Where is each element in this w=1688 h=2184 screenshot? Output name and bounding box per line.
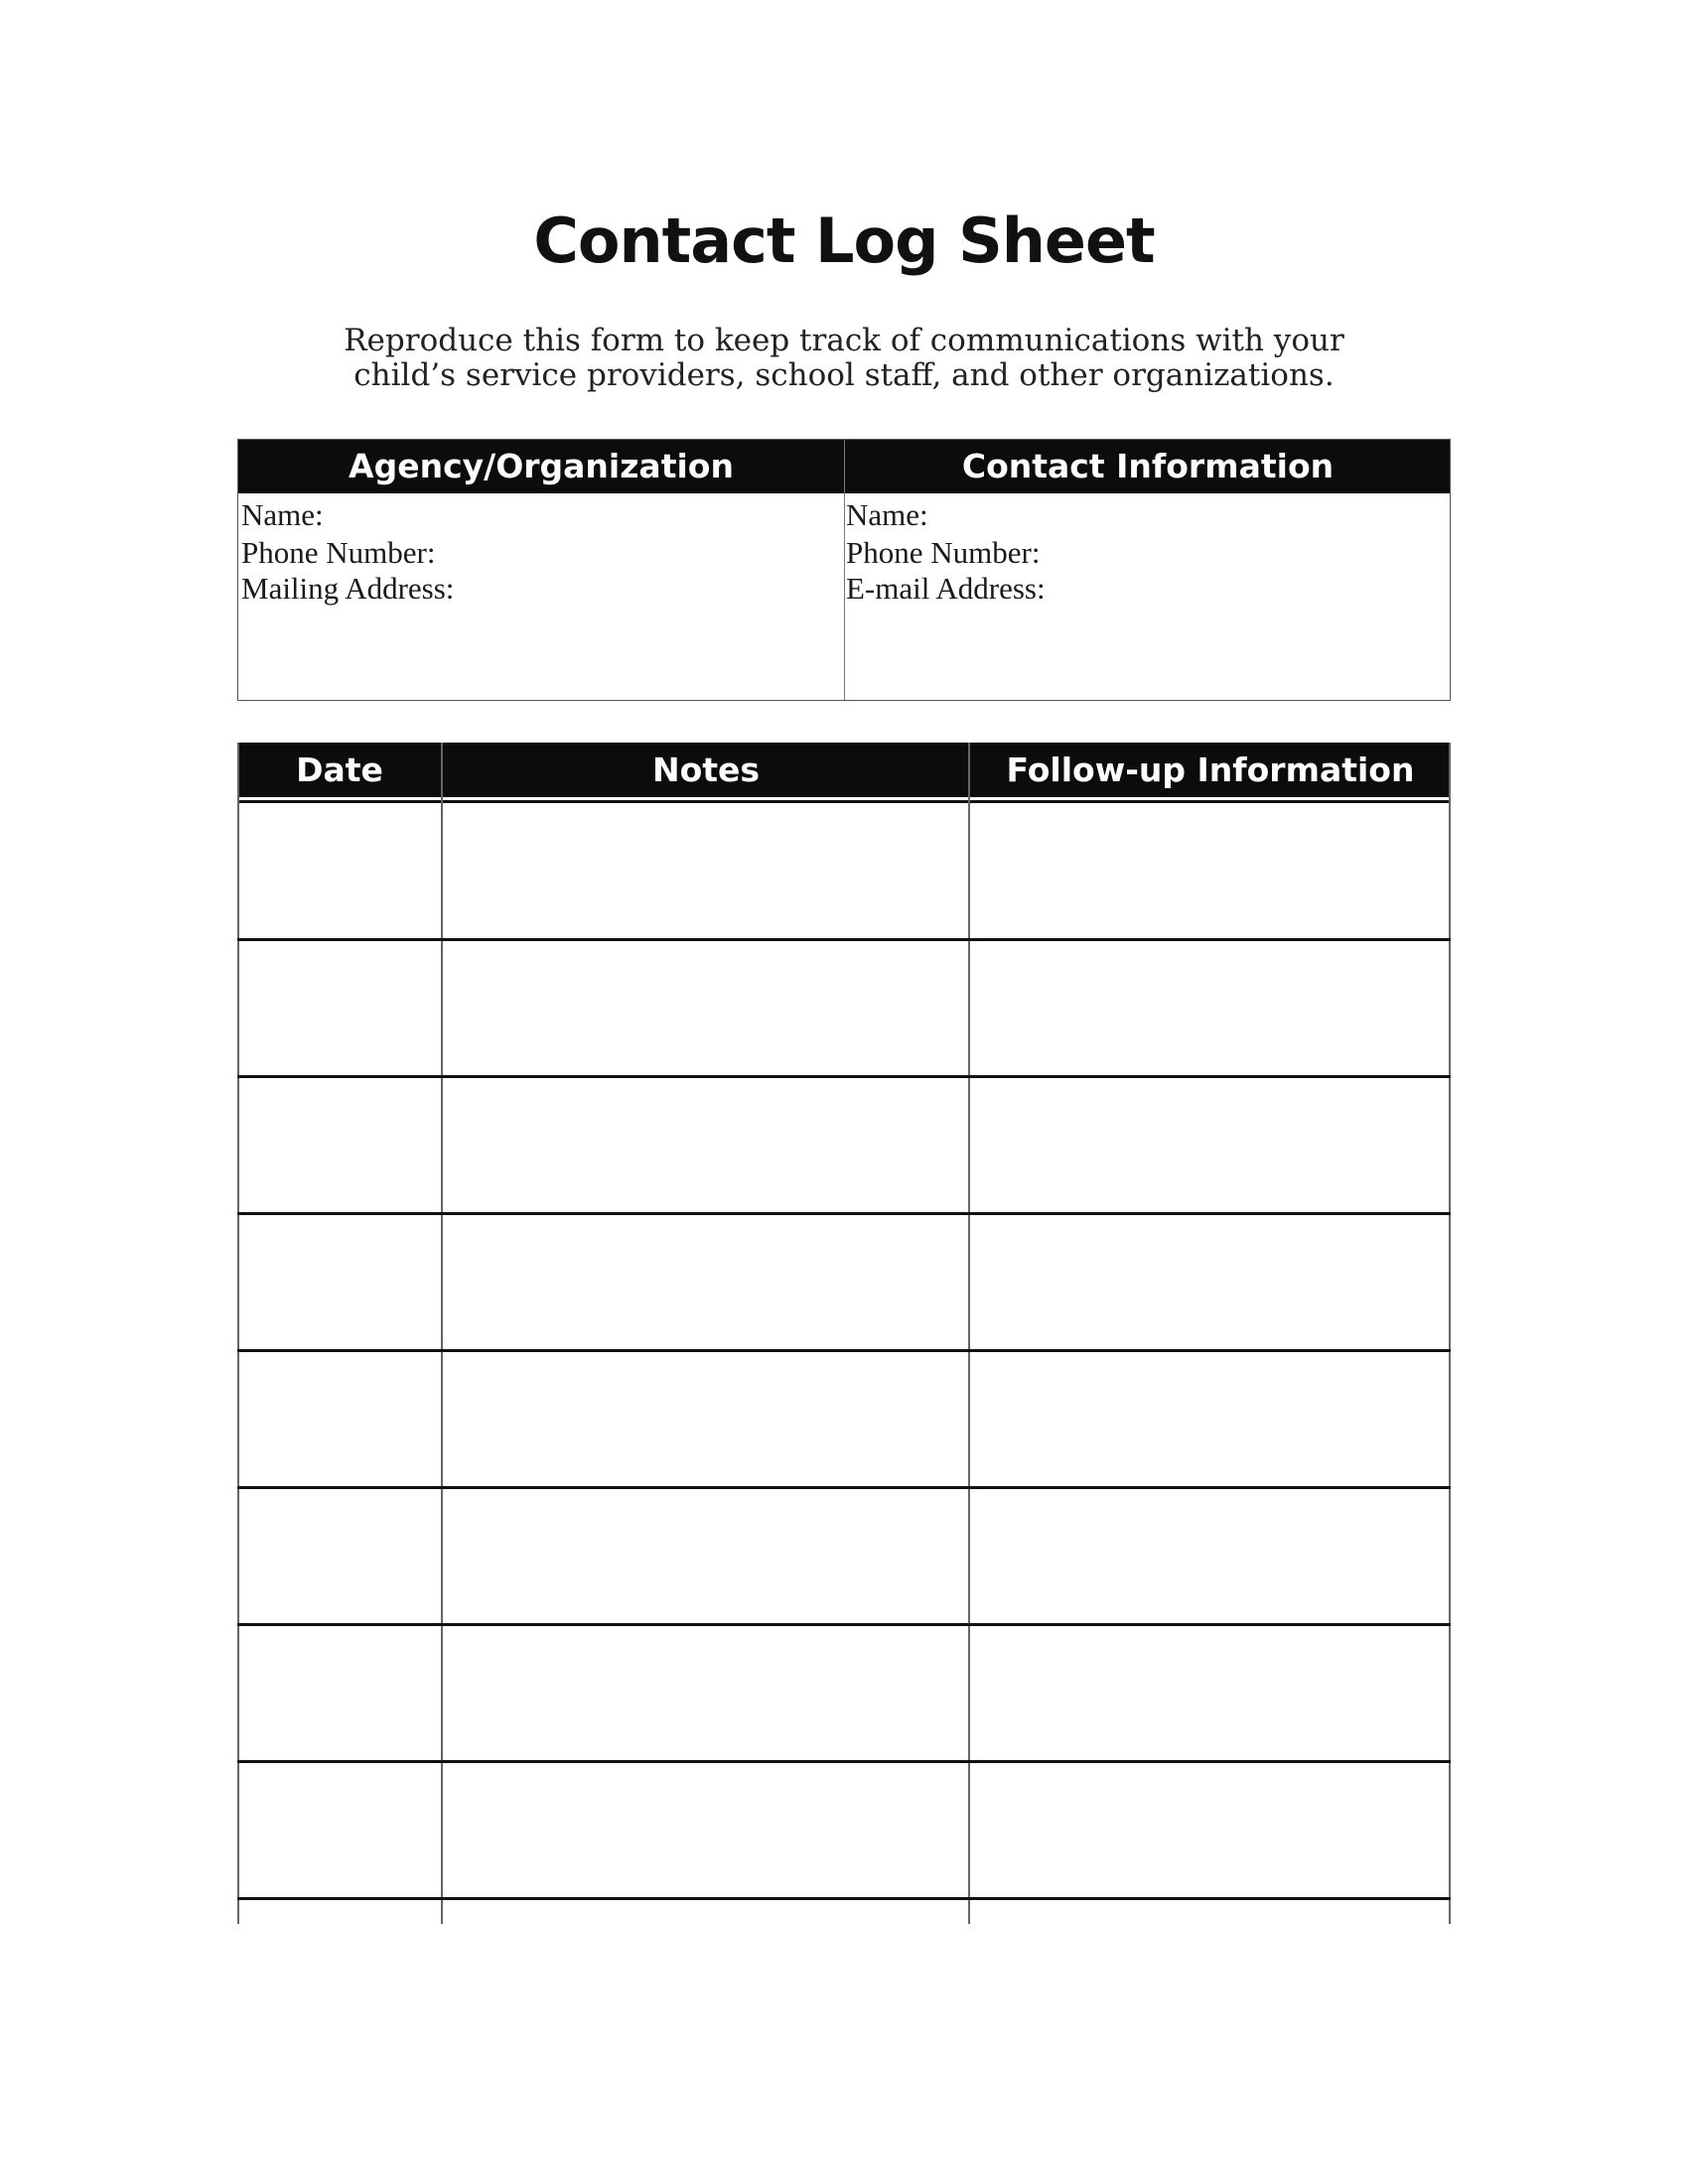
notes-cell[interactable] [443,1488,968,1623]
agency-fields [241,495,837,607]
date-cell[interactable] [237,1077,441,1212]
log-table-header [237,743,1451,797]
follow-up-cell[interactable] [970,1077,1449,1212]
date-cell[interactable] [237,1214,441,1349]
agency-organization-heading: Agency/Organization [349,447,734,485]
follow-up-cell[interactable] [970,803,1449,938]
column-header-date: Date [296,751,383,789]
follow-up-cell[interactable] [970,1351,1449,1486]
follow-up-cell[interactable] [970,1214,1449,1349]
subtitle-line-2: child’s service providers, school staff, and other organizations. [353,357,1335,393]
table-row [237,1077,1451,1212]
date-cell[interactable] [237,1762,441,1897]
info-column-divider [844,440,845,700]
notes-cell[interactable] [443,1351,968,1486]
date-cell[interactable] [237,1351,441,1486]
follow-up-cell[interactable] [970,940,1449,1075]
subtitle-line-1: Reproduce this form to keep track of communications with your [344,323,1344,358]
date-cell[interactable] [237,1488,441,1623]
table-row [237,1625,1451,1760]
contact-fields [846,495,1442,607]
table-row [237,1762,1451,1897]
page-subtitle [0,324,1688,393]
date-cell[interactable] [237,940,441,1075]
row-divider [237,1897,1451,1900]
page-title: Contact Log Sheet [533,205,1155,277]
notes-cell[interactable] [443,1762,968,1897]
date-cell[interactable] [237,1625,441,1760]
contact-phone-field[interactable]: Phone Number: [846,535,1041,570]
notes-cell[interactable] [443,1077,968,1212]
table-row [237,1488,1451,1623]
notes-cell[interactable] [443,803,968,938]
follow-up-cell[interactable] [970,1625,1449,1760]
table-row [237,1214,1451,1349]
contact-name-field[interactable]: Name: [846,497,928,532]
date-cell[interactable] [237,803,441,938]
contact-log-table [237,743,1451,1924]
notes-cell[interactable] [443,940,968,1075]
table-row [237,803,1451,938]
agency-mailing-address-field[interactable]: Mailing Address: [241,571,455,606]
table-row [237,940,1451,1075]
notes-cell[interactable] [443,1214,968,1349]
agency-phone-field[interactable]: Phone Number: [241,535,436,570]
follow-up-cell[interactable] [970,1488,1449,1623]
agency-contact-table [237,439,1451,701]
table-row [237,1351,1451,1486]
column-header-notes: Notes [651,751,761,789]
notes-cell[interactable] [443,1625,968,1760]
agency-name-field[interactable]: Name: [241,497,324,532]
follow-up-cell[interactable] [970,1762,1449,1897]
column-header-follow-up: Follow-up Information [1006,751,1415,789]
contact-email-field[interactable]: E-mail Address: [846,571,1046,606]
contact-information-heading: Contact Information [961,447,1335,485]
